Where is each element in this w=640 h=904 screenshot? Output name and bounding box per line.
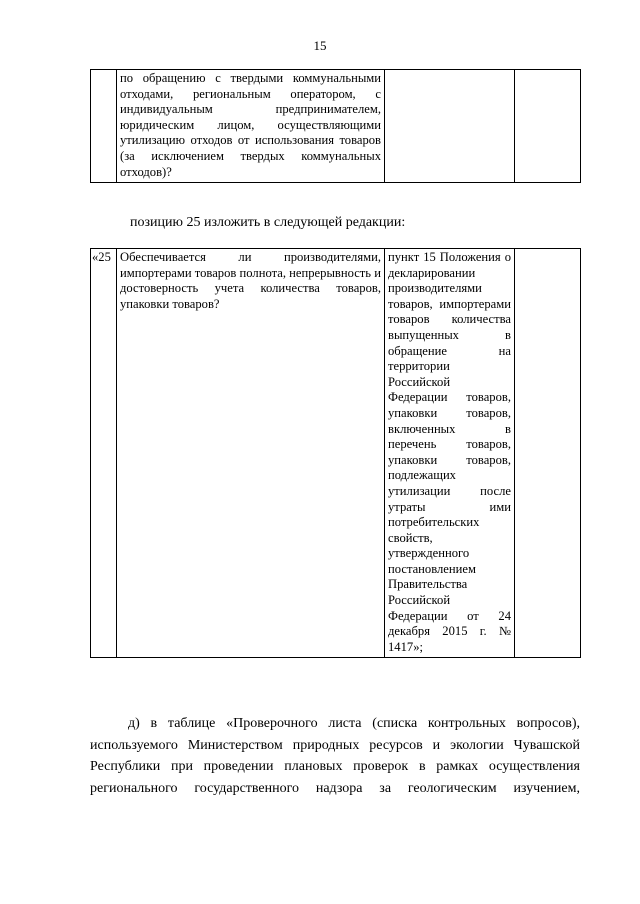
position-number: «25: [91, 249, 117, 658]
intro-paragraph: позицию 25 изложить в следующей редакции:: [130, 215, 406, 230]
page-number: 15: [313, 38, 327, 53]
table-row: [91, 70, 581, 183]
table-row: [91, 249, 581, 658]
position-25-table: [90, 248, 581, 658]
position-legal-reference: пункт 15 Положения о декларировании производителями товаров, импортерами товаров количества выпущенных в обращение на территории Российской Федерации товаров, упаковки товаров, включенных в перечень товаров, упаковки товаров, подлежащих утилизации после утраты ими потребительских свойств, утвержденного постановлением Правительства Российской Федерации от 24 декабря 2015 г. № 1417»;: [385, 249, 515, 658]
table-cell-reference: [385, 70, 515, 183]
table-cell-number: [91, 70, 117, 183]
position-answer-cell: [515, 249, 581, 658]
position-question: Обеспечивается ли производителями, импортерами товаров полнота, непрерывность и достоверность учета количества товаров, упаковки товаров?: [117, 249, 385, 658]
table-cell-answer: [515, 70, 581, 183]
closing-paragraph: д) в таблице «Проверочного листа (списка контрольных вопросов), используемого Министерством природных ресурсов и экологии Чувашской Республики при проведении плановых проверок в рамках осуществления регионального государственного надзора за геологическим изучением,: [90, 716, 580, 796]
checklist-table-continuation: [90, 69, 581, 183]
table-cell-question: по обращению с твердыми коммунальными отходами, региональным оператором, с индивидуальным предпринимателем, юридическим лицом, осуществляющими утилизацию отходов от использования товаров (за исключением твердых коммунальных отходов)?: [117, 70, 385, 183]
